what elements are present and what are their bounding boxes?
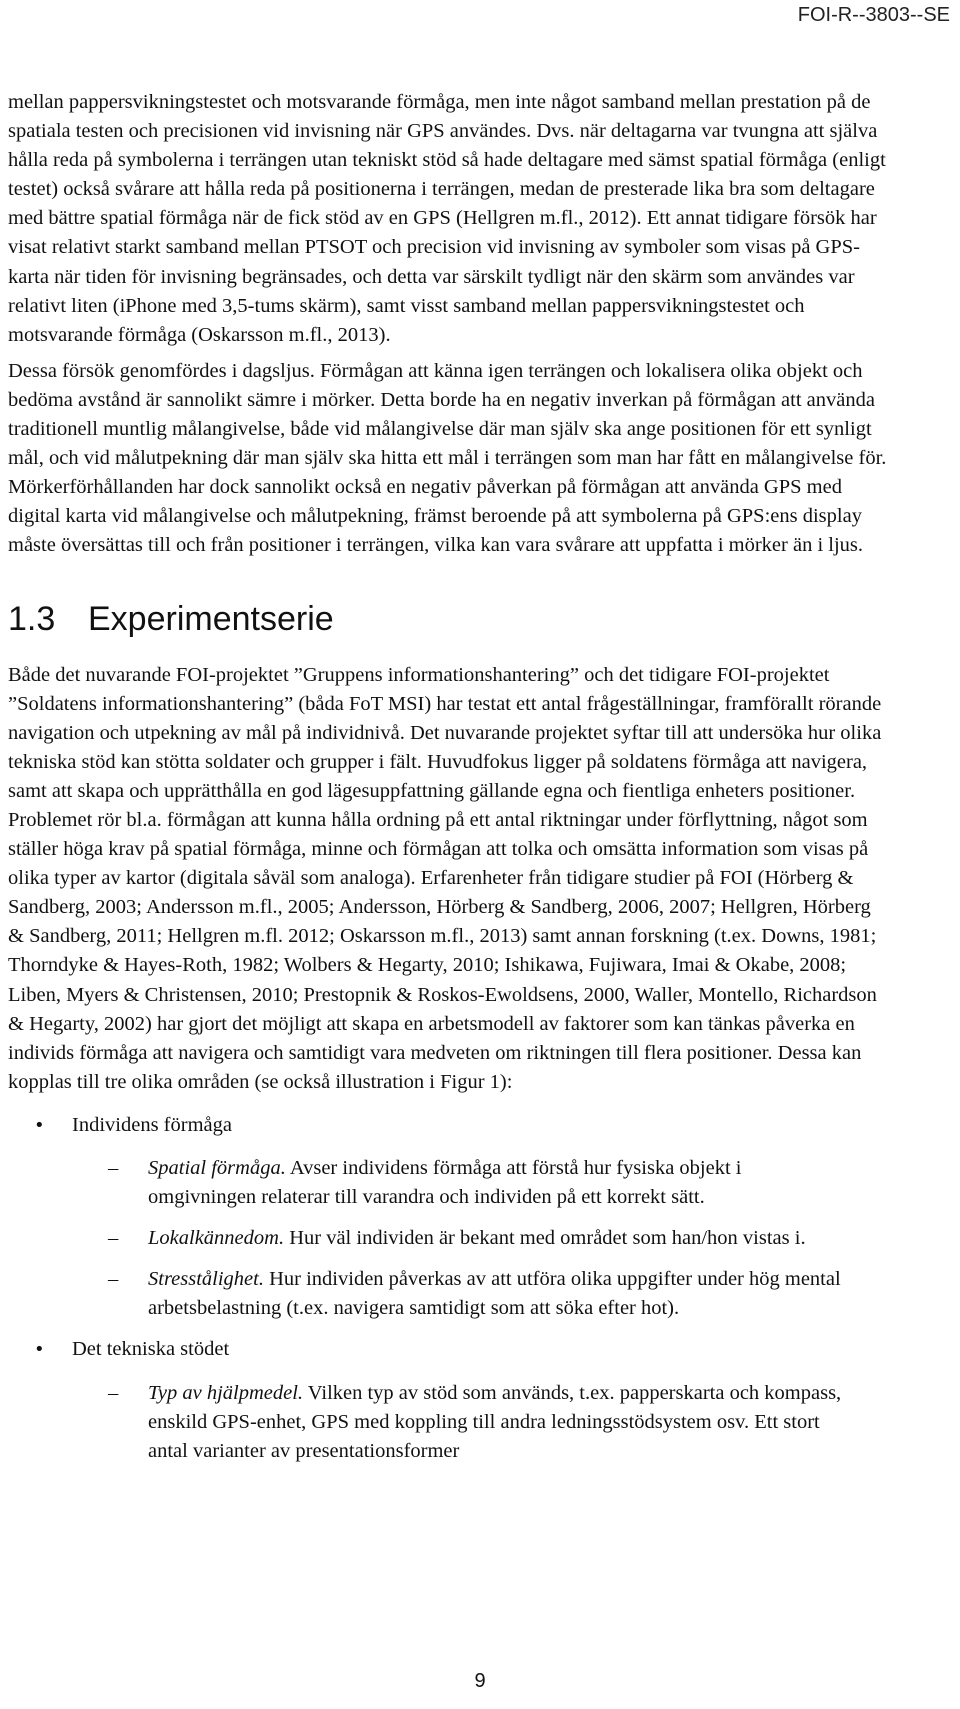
dash-list bbox=[72, 1154, 888, 1323]
dash-item bbox=[72, 1224, 848, 1253]
body-text bbox=[8, 88, 888, 1478]
page-number: 9 bbox=[474, 1670, 486, 1692]
dash-item bbox=[72, 1154, 848, 1212]
bullet-list bbox=[8, 1111, 888, 1466]
paragraph-2: Dessa försök genomfördes i dagsljus. Förmågan att känna igen terrängen och lokalisera olika objekt och bedöma avstånd är sannolikt sämre i mörker. Detta borde ha en negativ inverkan på förmågan att använda traditionell muntlig målangivelse, både vid målangivelse där man själv ska ange positionen för ett synligt mål, och vid målutpekning där man själv ska hitta ett mål i terrängen som man har fått en målangivelse för. Mörkerförhållanden har dock sannolikt också en negativ påverkan på förmågan att använda GPS med digital karta vid målangivelse och målutpekning, främst beroende på att symbolerna på GPS:ens display måste översättas till och från positioner i terrängen, vilka kan vara svårare att uppfatta i mörker än i ljus. bbox=[8, 359, 887, 557]
dash-term: Spatial förmåga. bbox=[148, 1157, 286, 1179]
dash-text: Hur väl individen är bekant med området som han/hon vistas i. bbox=[284, 1227, 806, 1250]
bullet-label: Det tekniska stödet bbox=[72, 1338, 230, 1361]
section-title: Experimentserie bbox=[88, 599, 334, 638]
dash-term: Stresstålighet. bbox=[148, 1268, 264, 1291]
section-number: 1.3 bbox=[8, 599, 56, 638]
paragraph-1: mellan pappersvikningstestet och motsvarande förmåga, men inte något samband mellan prestation på de spatiala testen och precisionen vid invisning när GPS användes. Dvs. när deltagarna var tvungna att själva hålla reda på symbolerna i terrängen utan tekniskt stöd så hade deltagare med sämst spatial förmåga (enligt testet) också svårare att hålla reda på positionerna i terrängen, medan de presterade lika bra som deltagare med bättre spatial förmåga när de fick stöd av en GPS (Hellgren m.fl., 2012). Ett annat tidigare försök har visat relativt starkt samband mellan PTSOT och precision vid invisning av symboler som visas på GPS-karta när tiden för invisning begränsades, och detta var särskilt tydligt när den skärm som användes var relativt liten (iPhone med 3,5-tums skärm), samt visst samband mellan pappersvikningstestet och motsvarande förmåga (Oskarsson m.fl., 2013). bbox=[8, 91, 886, 346]
paragraph-3: Både det nuvarande FOI-projektet ”Gruppens informationshantering” och det tidigare FOI-projektet ”Soldatens informationshantering” (båda FoT MSI) har testat ett antal frågeställningar, framförallt rörande navigation och utpekning av mål på individnivå. Det nuvarande projektet syftar till att undersöka hur olika tekniska stöd kan stötta soldater och grupper i fält. Huvudfokus ligger på soldatens förmåga att navigera, samt att skapa och upprätthålla en god lägesuppfattning gällande egna och fientliga enheters positioner. Problemet rör bl.a. förmågan att kunna hålla ordning på ett antal riktningar under förflyttning, något som ställer höga krav på spatial förmåga, minne och förmågan att tolka och omsätta information som visas på olika typer av kartor (digitala såväl som analoga). Erfarenheter från tidigare studier på FOI (Hörberg & Sandberg, 2003; Andersson m.fl., 2005; Andersson, Hörberg & Sandberg, 2006, 2007; Hellgren, Hörberg & Sandberg, 2011; Hellgren m.fl. 2012; Oskarsson m.fl., 2013) samt annan forskning (t.ex. Downs, 1981; Thorndyke & Hayes-Roth, 1982; Wolbers & Hegarty, 2010; Ishikawa, Fujiwara, Imai & Okabe, 2008; Liben, Myers & Christensen, 2010; Prestopnik & Roskos-Ewoldsens, 2000, Waller, Montello, Richardson & Hegarty, 2002) har gjort det möjligt att skapa en arbetsmodell av faktorer som kan tänkas påverka en individs förmåga att navigera och samtidigt vara medveten om riktningen till flera positioner. Dessa kan kopplas till tre olika områden (se också illustration i Figur 1): bbox=[8, 663, 882, 1093]
bullet-item bbox=[8, 1111, 888, 1324]
dash-term: Lokalkännedom. bbox=[148, 1227, 285, 1250]
dash-text: Avser individens förmåga att förstå hur fysiska objekt i omgivningen relaterar till varandra och individen på ett korrekt sätt. bbox=[148, 1157, 742, 1209]
dash-term: Typ av hjälpmedel. bbox=[148, 1381, 304, 1404]
dash-list bbox=[72, 1379, 888, 1466]
dash-item bbox=[72, 1379, 848, 1466]
dash-item bbox=[72, 1265, 848, 1323]
bullet-item bbox=[8, 1335, 888, 1465]
dash-text: Vilken typ av stöd som används, t.ex. papperskarta och kompass, enskild GPS-enhet, GPS med koppling till andra ledningsstödsystem osv. Ett stort antal varianter av presentationsformer bbox=[148, 1381, 842, 1462]
section-heading bbox=[8, 599, 888, 639]
bullet-label: Individens förmåga bbox=[72, 1113, 232, 1136]
dash-text: Hur individen påverkas av att utföra olika uppgifter under hög mental arbetsbelastning (t.ex. navigera samtidigt som att söka efter hot). bbox=[148, 1268, 841, 1320]
report-id: FOI-R--3803--SE bbox=[797, 4, 950, 26]
